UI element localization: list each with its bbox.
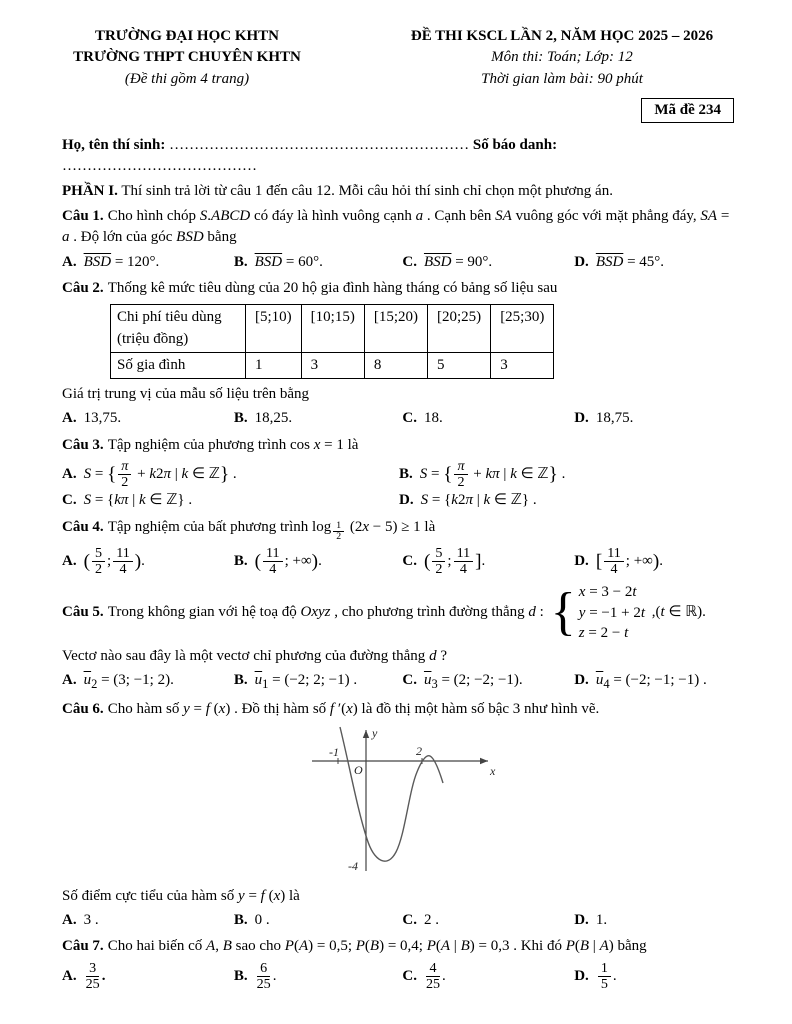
option-text: S = { $\frac{\pi}{2}$ + k2π | k ∈ ℤ} . [83,458,237,491]
exam-duration: Thời gian làm bài: 90 phút [481,70,643,87]
question-4 [62,517,736,578]
option-1d [574,252,736,273]
option-text: ( $\frac{5}{2}$ ; $\frac{11}{4}$ ]. [423,544,486,578]
option-3d [399,490,736,511]
option-text: $\overline{BSD} = 60^\circ$. [254,253,323,270]
option-key: A. [62,553,77,570]
option-5d [574,670,736,694]
option-key: A. [62,672,77,689]
question-7-label: Câu 7. [62,938,104,955]
table-cell: 3 [301,352,364,378]
question-6-post-text: Số điểm cực tiểu của hàm số y = f (x) là [62,887,300,904]
graph-tick-2: 2 [416,744,422,759]
graph-x-label: x [490,764,496,779]
school-name-2: TRƯỜNG THPT CHUYÊN KHTN [73,49,301,66]
option-text: 0 . [254,912,270,929]
option-7b [234,961,403,992]
table-row [111,305,554,353]
option-key: B. [233,253,248,270]
option-key: C. [402,553,417,570]
table-cell: Số gia đình [111,352,246,378]
option-text: ( $\frac{11}{4}$ ; +∞). [254,544,322,578]
question-2-label: Câu 2. [62,279,104,296]
exam-code-row [62,98,734,123]
option-key: C. [402,672,417,689]
question-5-options [62,670,736,694]
student-id-label: Số báo danh: [472,137,558,154]
option-text: 18,75. [595,410,634,427]
part1-label: PHẦN I. [62,182,118,199]
question-5-label: Câu 5. [62,604,104,621]
option-text: 1. [595,912,608,929]
option-3a [62,459,399,490]
option-2d [574,408,736,429]
option-1a [62,252,234,273]
question-1-label: Câu 1. [62,208,104,225]
option-key: B. [233,410,248,427]
cubic-curve [340,727,443,861]
option-key: A. [62,967,77,984]
option-4d [574,546,736,577]
option-text: $\overline{BSD} = 90^\circ$. [423,253,493,270]
option-text: $\frac{1}{5}$ . [596,968,617,984]
option-5a [62,670,234,694]
option-key: B. [233,672,248,689]
question-7-options [62,961,736,992]
question-4-options [62,546,736,577]
option-key: C. [402,967,417,984]
option-1c [402,252,574,273]
option-key: C. [402,253,417,270]
table-cell: [10;15) [301,305,364,353]
question-6 [62,699,736,931]
option-key: D. [574,967,589,984]
student-name-dots: …………………………………………………… [169,137,473,154]
part1-heading [62,181,736,202]
option-text: $\frac{3}{25}$ . [85,959,106,992]
question-1-text: Cho hình chóp S.ABCD có đáy là hình vuông cạnh a . Cạnh bên SA vuông góc với mặt phẳng đáy, SA = a . Độ lớn của góc BSD bằng [62,208,730,246]
table-cell: [5;10) [246,305,302,353]
option-text: $\overline{u}_3 = (2$; −2; −1). [423,672,523,692]
option-text: $\frac{4}{25}$ . [425,959,446,992]
option-text: $\overline{u}_4 = (-2$; −1; −1) . [595,672,707,692]
graph-origin-label: O [354,763,363,778]
pages-note: (Đề thi gồm 4 trang) [124,70,250,87]
question-5-text2: Vectơ nào sau đây là một vectơ chỉ phương của đường thẳng d ? [62,648,447,665]
question-6-text: Cho hàm số y = f (x) . Đồ thị hàm số f ′(x) là đồ thị một hàm số bậc 3 như hình vẽ. [107,701,600,718]
option-key: B. [233,967,248,984]
option-text: 2 . [423,912,439,929]
option-key: C. [402,410,417,427]
question-7-text: Cho hai biến cố A, B sao cho P(A) = 0,5; P(B) = 0,4; P(A | B) = 0,3 . Khi đó P(B | A) bằng [107,938,647,955]
option-text: 18,25. [254,410,293,427]
option-text: $\overline{u}_2 = (3$; −1; 2). [83,672,174,692]
exam-code-box: Mã đề 234 [641,98,734,123]
table-cell: [15;20) [364,305,427,353]
question-1 [62,206,736,273]
option-key: D. [574,912,589,929]
option-text: 18. [423,410,443,427]
table-cell: 8 [364,352,427,378]
student-name-label: Họ, tên thí sinh: [62,137,170,154]
option-6a [62,910,234,931]
option-text: [ $\frac{11}{4}$ ; +∞). [595,544,663,578]
school-block [62,26,312,90]
option-3c [62,490,399,511]
option-key: C. [402,912,417,929]
option-text: ( $\frac{5}{2}$ ; $\frac{11}{4}$ ). [83,544,145,578]
question-2 [62,278,736,430]
question-6-label: Câu 6. [62,701,104,718]
option-2a [62,408,234,429]
question-3-options [62,459,736,512]
option-text: $\overline{u}_1 = (-2$; 2; −1) . [254,672,358,692]
question-5-text: Trong không gian với hệ toạ độ Oxyz , cho phương trình đường thẳng d : { x = 3 − 2t y = −1 + 2t z = 2 − t ,(t ∈ ℝ). [107,583,706,642]
option-4a [62,546,234,577]
option-text: S = {k2π | k ∈ ℤ} . [420,492,537,509]
graph-y-label: y [372,726,378,741]
table-cell: 1 [246,352,302,378]
question-3-label: Câu 3. [62,436,104,453]
option-1b [234,252,403,273]
table-cell: Chi phí tiêu dùng (triệu đồng) [111,305,246,353]
graph-svg [294,723,504,875]
option-key: A. [62,253,77,270]
part1-text: Thí sinh trả lời từ câu 1 đến câu 12. Mỗi câu hỏi thí sinh chỉ chọn một phương án. [121,182,613,199]
question-4-label: Câu 4. [62,518,104,535]
option-5b [234,670,403,694]
option-6c [402,910,574,931]
cubic-derivative-graph [62,723,736,882]
table-cell: [20;25) [428,305,491,353]
option-text: 3 . [83,912,99,929]
option-7d [574,961,736,992]
option-7a [62,961,234,992]
option-key: B. [233,553,248,570]
question-2-options [62,408,736,429]
option-2c [402,408,574,429]
student-id-dots: ………………………………… [62,158,257,175]
option-3b [399,459,736,490]
frequency-table [110,304,554,379]
option-key: D. [574,410,589,427]
option-text: S = { $\frac{\pi}{2}$ + kπ | k ∈ ℤ} . [419,458,566,491]
question-3 [62,435,736,512]
option-key: D. [574,253,589,270]
table-cell: [25;30) [491,305,554,353]
exam-subject: Môn thi: Toán; Lớp: 12 [491,49,633,66]
option-key: A. [62,466,77,483]
option-text: 13,75. [83,410,122,427]
option-2b [234,408,403,429]
table-row [111,352,554,378]
option-key: D. [574,672,589,689]
question-4-text: Tập nghiệm của bất phương trình log $_{\frac{1}{2}}$ (2x − 5) ≥ 1 là [107,518,436,543]
question-7 [62,936,736,992]
exam-title-block [392,26,732,90]
option-text: $\frac{6}{25}$ . [256,959,277,992]
question-2-text: Thống kê mức tiêu dùng của 20 hộ gia đình hàng tháng có bảng số liệu sau [107,279,558,296]
option-key: B. [399,466,413,483]
option-key: D. [574,553,589,570]
option-key: A. [62,410,77,427]
student-info-line [62,135,736,178]
exam-header [62,26,736,90]
option-key: B. [233,912,248,929]
table-cell: 3 [491,352,554,378]
question-5 [62,582,736,694]
option-text: S = {kπ | k ∈ ℤ} . [83,492,193,509]
graph-tick-neg4: -4 [348,859,358,874]
table-cell: 5 [428,352,491,378]
question-6-options [62,910,736,931]
option-key: C. [62,492,77,509]
option-key: A. [62,912,77,929]
option-7c [402,961,574,992]
graph-tick-neg1: -1 [329,745,339,760]
option-6b [234,910,403,931]
exam-title: ĐỀ THI KSCL LẦN 2, NĂM HỌC 2025 – 2026 [410,28,714,44]
option-text: $\overline{BSD} = 120^\circ$. [83,253,160,270]
question-1-options [62,252,736,273]
school-name-1: TRƯỜNG ĐẠI HỌC KHTN [94,28,280,44]
option-4b [234,546,403,577]
question-2-post-text: Giá trị trung vị của mẫu số liệu trên bằng [62,386,310,403]
option-4c [402,546,574,577]
option-key: D. [399,492,414,509]
option-5c [402,670,574,694]
question-3-text: Tập nghiệm của phương trình cos x = 1 là [107,436,359,453]
option-text: $\overline{BSD} = 45^\circ$. [595,253,665,270]
option-6d [574,910,736,931]
